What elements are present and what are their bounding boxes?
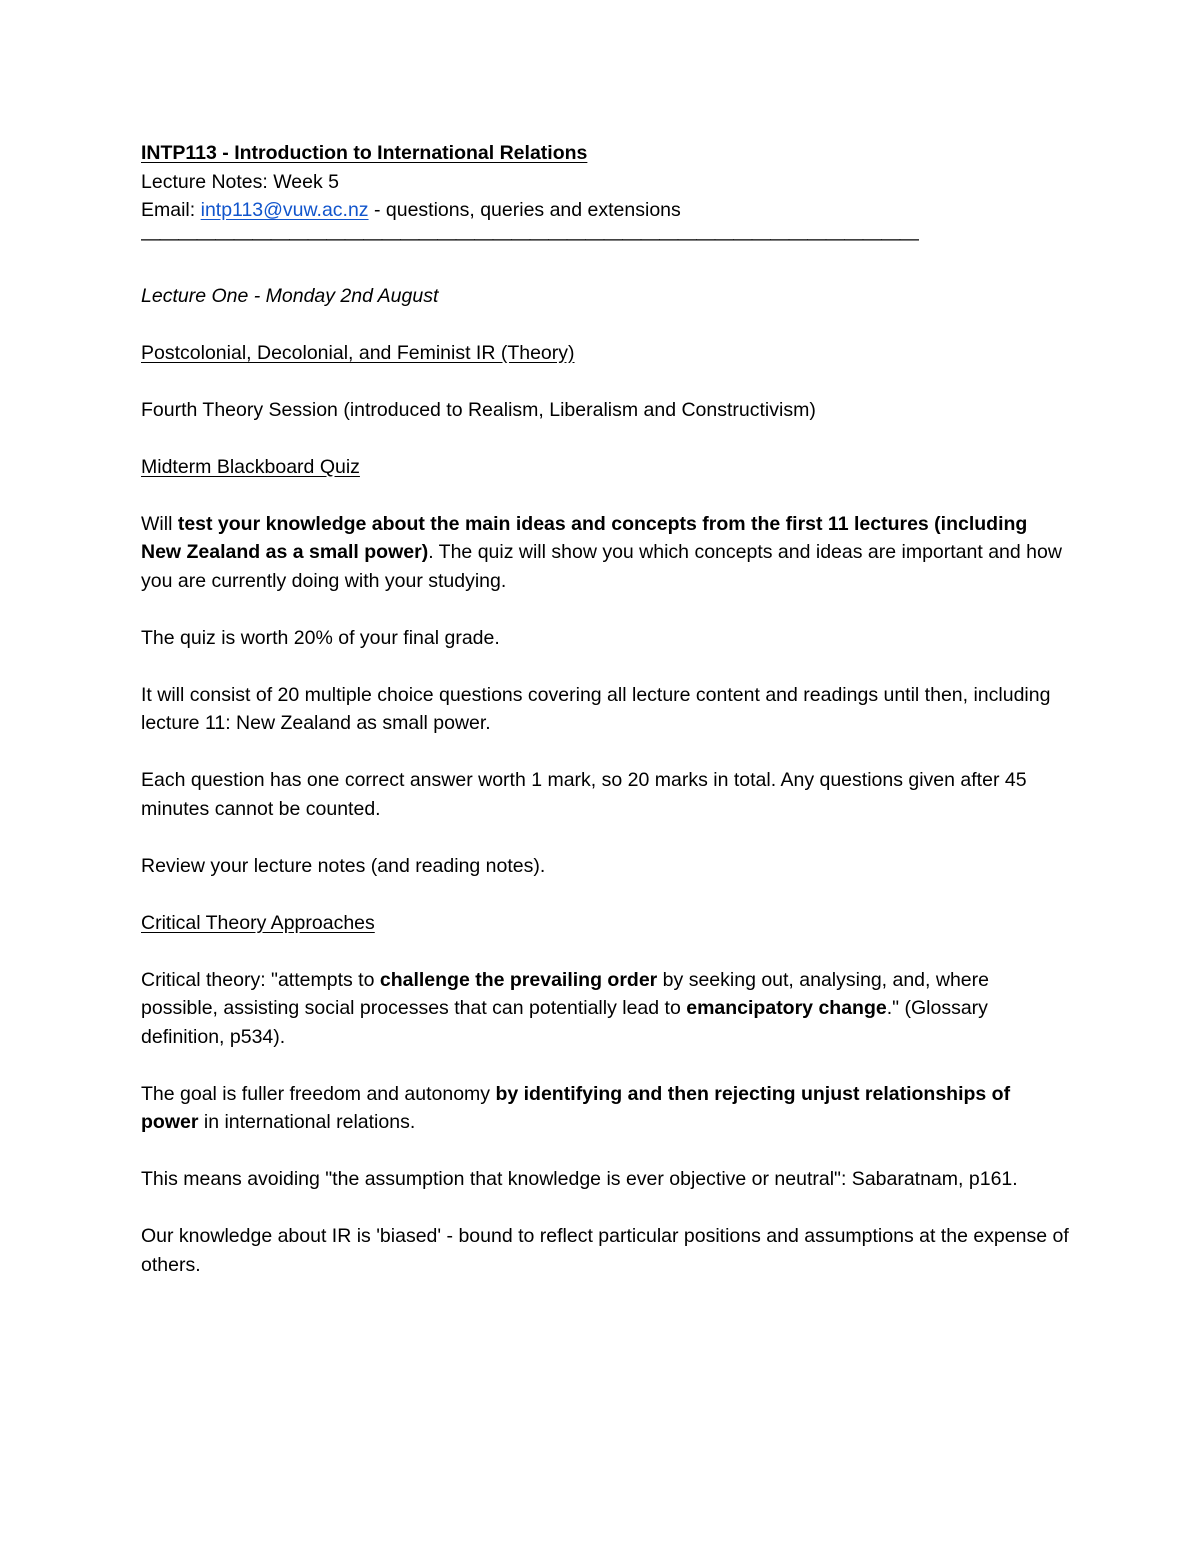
- critical-paragraph-1: [141, 966, 1071, 1052]
- quiz-paragraph-1: [141, 510, 1071, 596]
- critical-paragraph-2: [141, 1080, 1071, 1137]
- horizontal-rule: ——————————————————————————————————————————: [141, 227, 918, 250]
- email-label: Email:: [141, 199, 201, 221]
- topic-intro: Fourth Theory Session (introduced to Realism, Liberalism and Constructivism): [141, 398, 816, 421]
- topic-heading: Postcolonial, Decolonial, and Feminist IR (Theory): [141, 341, 575, 364]
- critical-p1-text-mid: by seeking out, analysing, and, where possible, assisting social processes that can potentially lead to: [141, 968, 989, 1019]
- quiz-heading: Midterm Blackboard Quiz: [141, 455, 360, 478]
- critical-p2-bold: by identifying and then rejecting unjust relationships of power: [141, 1082, 1011, 1133]
- email-line: [141, 196, 1071, 225]
- quiz-p1-text: Will: [141, 512, 178, 535]
- lecture-heading: Lecture One - Monday 2nd August: [141, 284, 439, 307]
- quiz-p1-bold: test your knowledge about the main ideas and concepts from the first 11 lectures (including New Zealand as a small power): [141, 512, 1028, 563]
- critical-p2-text: The goal is fuller freedom and autonomy: [141, 1082, 496, 1105]
- document-subtitle: Lecture Notes: Week 5: [141, 170, 339, 193]
- critical-heading: Critical Theory Approaches: [141, 911, 375, 934]
- quiz-paragraph-5: Review your lecture notes (and reading notes).: [141, 854, 546, 877]
- critical-p1-bold-2: emancipatory change: [686, 997, 887, 1019]
- critical-paragraph-3: This means avoiding "the assumption that knowledge is ever objective or neutral": Sabaratnam, p161.: [141, 1168, 1018, 1190]
- email-suffix: - questions, queries and extensions: [368, 199, 681, 221]
- email-link[interactable]: intp113@vuw.ac.nz: [200, 199, 369, 221]
- critical-p1-bold: challenge the prevailing order: [379, 968, 658, 991]
- course-title: INTP113 - Introduction to International Relations: [141, 142, 588, 164]
- quiz-paragraph-3: It will consist of 20 multiple choice questions covering all lecture content and readings until then, including lecture 11: New Zealand as small power.: [141, 683, 1051, 734]
- document-body: [141, 139, 1071, 1279]
- quiz-paragraph-4: Each question has one correct answer worth 1 mark, so 20 marks in total. Any questions given after 45 minutes cannot be counted.: [141, 769, 1027, 820]
- quiz-paragraph-2: The quiz is worth 20% of your final grade.: [141, 626, 500, 649]
- critical-paragraph-4: Our knowledge about IR is 'biased' - bound to reflect particular positions and assumptions at the expense of others.: [141, 1225, 1069, 1276]
- critical-p1-text-end: ." (Glossary definition, p534).: [141, 997, 988, 1048]
- critical-p2-text-end: in international relations.: [198, 1111, 416, 1133]
- critical-p1-text: Critical theory: "attempts to: [141, 968, 380, 991]
- quiz-p1-text-end: . The quiz will show you which concepts and ideas are important and how you are currently doing with your studying.: [141, 541, 1062, 592]
